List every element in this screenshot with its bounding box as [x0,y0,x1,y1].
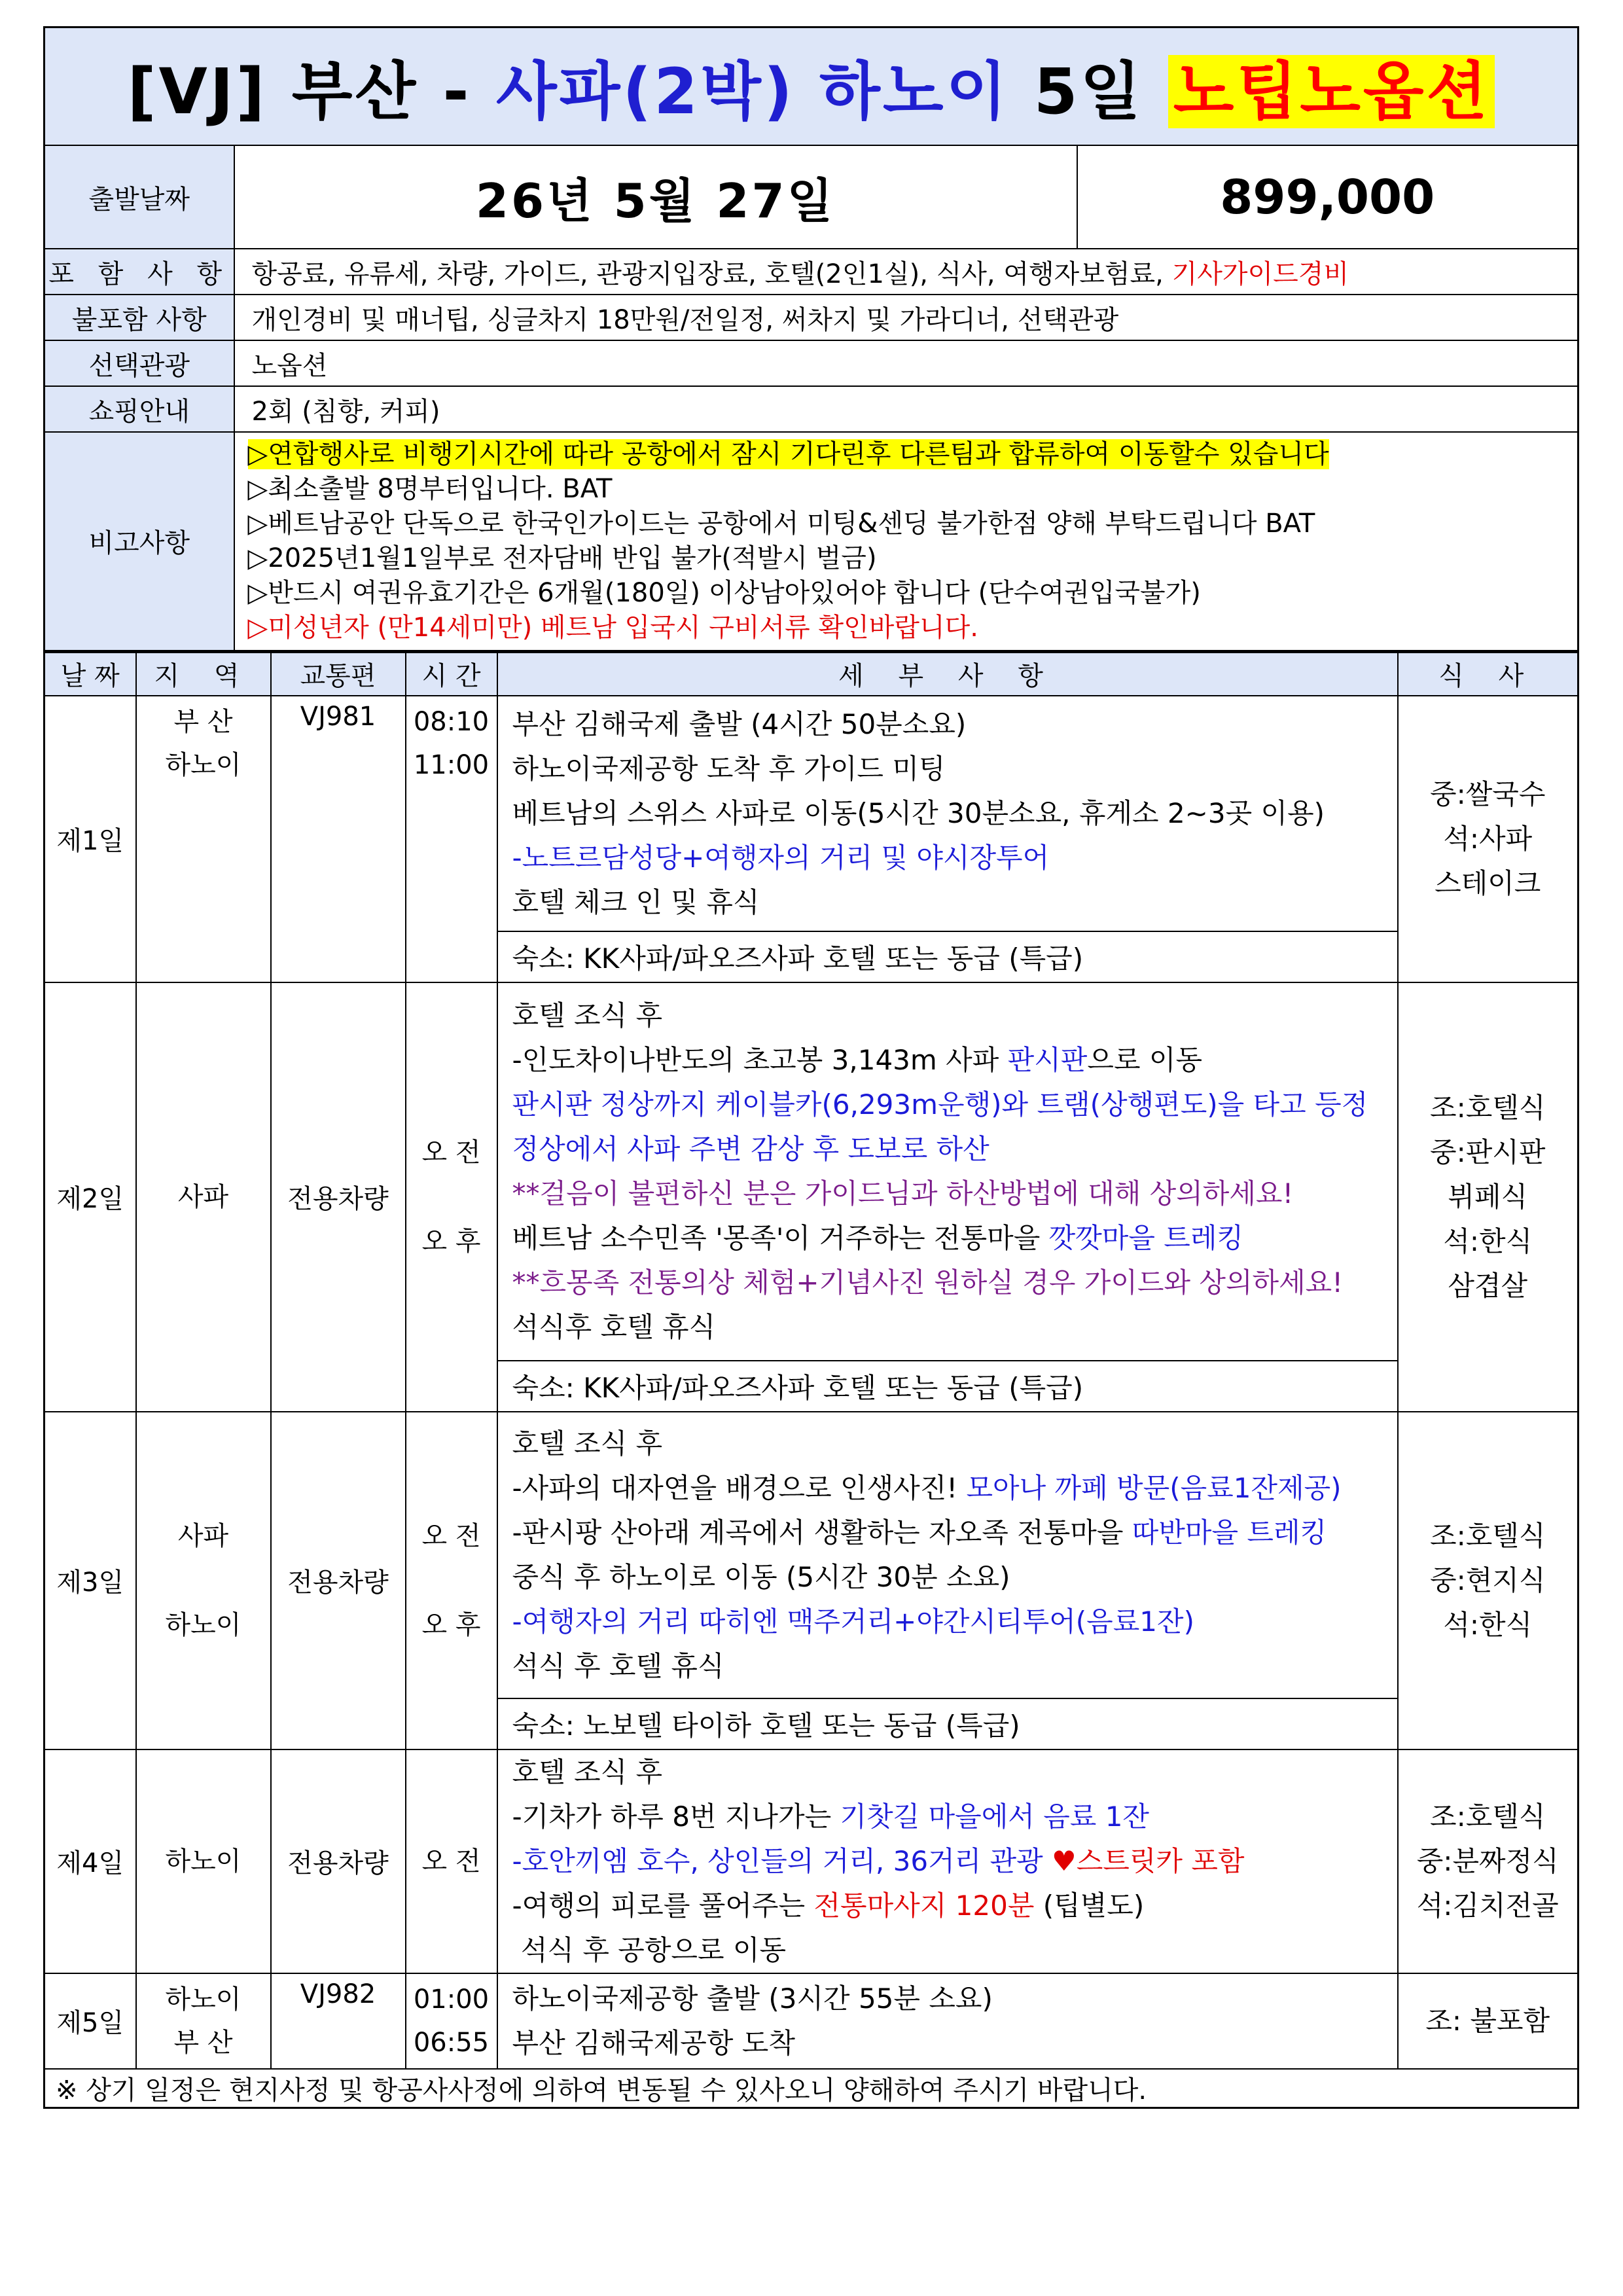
day-region [136,696,271,982]
include-red-text: 기사가이드경비 [1171,259,1349,289]
time-line: 오 후 [421,1609,481,1640]
time-line: 오 전 [421,1137,481,1168]
day-details [497,1749,1398,1973]
detail-highlight: 기찻길 마을에서 음료 1잔 [840,1800,1149,1833]
day-time [406,696,497,982]
detail-line: 부산 김해국제공항 도착 [512,2026,795,2059]
notes-label: 비고사항 [45,432,234,651]
detail-text: 으로 이동 [1087,1043,1203,1076]
detail-line: -노트르담성당+여행자의 거리 및 야시장투어 [512,841,1050,874]
region-line: 하노이 [165,1984,241,2015]
day-label: 제2일 [45,982,136,1412]
detail-line: 하노이국제공항 출발 (3시간 55분 소요) [512,1982,993,2015]
detail-highlight: 판시판 [1007,1043,1088,1076]
title-duration: 5일 [1009,54,1168,128]
meal-line: 조:호텔식 [1430,1800,1546,1833]
day-details [497,982,1398,1361]
region-line: 하노이 [165,749,241,780]
meal-line: 조: 불포함 [1425,2004,1550,2037]
region-line: 하노이 [165,1609,241,1640]
meal-line: 조:호텔식 [1430,1519,1546,1552]
title-prefix: [VJ] 부산 - [127,54,496,128]
day-meals [1398,1973,1578,2069]
region-line: 부 산 [173,2027,233,2058]
day-transport: 전용차량 [271,1412,406,1749]
note-line-warning: ▷미성년자 (만14세미만) 베트남 입국시 구비서류 확인바랍니다. [247,612,979,643]
day-region [136,1973,271,2069]
time-line: 11:00 [413,749,490,780]
detail-line: **흐몽족 전통의상 체험+기념사진 원하실 경우 가이드와 상의하세요! [512,1266,1344,1299]
detail-highlight: ♥스트릿카 포함 [1052,1844,1245,1877]
day-region [136,1412,271,1749]
departure-date: 26년 5월 27일 [234,145,1077,249]
day-transport: 전용차량 [271,1749,406,1973]
tour-price: 899,000 [1077,145,1578,249]
header-region: 지 역 [136,653,271,696]
detail-line [512,1839,1397,1884]
detail-line: 호텔 조식 후 [512,1427,663,1460]
header-transport: 교통편 [271,653,406,696]
note-line: ▷2025년1월1일부로 전자담배 반입 불가(적발시 벌금) [247,543,877,573]
departure-label: 출발날짜 [45,145,234,249]
time-line: 01:00 [413,1984,490,2015]
day-label: 제5일 [45,1973,136,2069]
day-label: 제3일 [45,1412,136,1749]
meal-line: 석:한식 [1443,1608,1533,1641]
detail-line: 베트남의 스위스 사파로 이동(5시간 30분소요, 휴게소 2~3곳 이용) [512,797,1325,829]
detail-line [512,1038,1397,1083]
region-line: 사파 [177,1520,229,1551]
shopping-label: 쇼핑안내 [45,386,234,432]
detail-highlight: 모아나 까페 방문(음료1잔제공) [966,1471,1342,1504]
detail-highlight: 따반마을 트레킹 [1132,1516,1327,1549]
day-time [406,982,497,1412]
day-hotel: 숙소: KK사파/파오즈사파 호텔 또는 동급 (특급) [497,931,1398,982]
day-time: 오 전 [406,1749,497,1973]
detail-line: 판시판 정상까지 케이블카(6,293m운행)와 트램(상행편도)을 타고 등정 [512,1088,1368,1121]
detail-text: -인도차이나반도의 초고봉 3,143m 사파 [512,1043,1008,1076]
exclude-label: 불포함 사항 [45,295,234,340]
header-meal: 식 사 [1398,653,1578,696]
day-hotel: 숙소: 노보텔 타이하 호텔 또는 동급 (특급) [497,1698,1398,1749]
detail-line: 호텔 조식 후 [512,999,663,1031]
meal-line: 중:쌀국수 [1430,778,1546,810]
footer-notice: ※ 상기 일정은 현지사정 및 항공사사정에 의하여 변동될 수 있사오니 양해하여 주시기 바랍니다. [45,2069,1578,2108]
day-region: 하노이 [136,1749,271,1973]
exclude-value: 개인경비 및 매너팁, 싱글차지 18만원/전일정, 써차지 및 가라디너, 선택관광 [234,295,1578,340]
day-transport: 전용차량 [271,982,406,1412]
detail-text: -호안끼엠 호수, 상인들의 거리, 36거리 관광 [512,1844,1052,1877]
info-table [43,26,1579,652]
detail-line: 중식 후 하노이로 이동 (5시간 30분 소요) [512,1560,1010,1593]
time-line: 오 후 [421,1226,481,1257]
note-line: ▷연합행사로 비행기시간에 따라 공항에서 잠시 기다린후 다른팀과 합류하여 이동할수 있습니다 [247,439,1329,469]
detail-line: -여행자의 거리 따히엔 맥주거리+야간시티투어(음료1잔) [512,1605,1194,1638]
meal-line: 중:현지식 [1430,1564,1546,1596]
detail-line [512,1795,1397,1839]
header-details: 세 부 사 항 [497,653,1398,696]
detail-highlight: 전통마사지 120분 [813,1889,1035,1922]
header-time: 시 간 [406,653,497,696]
day-meals [1398,1749,1578,1973]
include-label: 포 함 사 항 [45,249,234,295]
meal-line: 스테이크 [1435,867,1541,899]
detail-line: 석식 후 호텔 휴식 [512,1649,724,1682]
day-time [406,1973,497,2069]
meal-line: 뷔페식 [1448,1180,1528,1213]
option-label: 선택관광 [45,340,234,386]
day-meals [1398,696,1578,982]
time-line: 오 전 [421,1520,481,1551]
day-meals [1398,982,1578,1412]
time-line: 08:10 [413,706,490,737]
day-region: 사파 [136,982,271,1412]
day-transport: VJ981 [271,696,406,982]
detail-line [512,1511,1397,1555]
detail-line: **걸음이 불편하신 분은 가이드님과 하산방법에 대해 상의하세요! [512,1177,1294,1210]
include-value [234,249,1578,295]
detail-text: (팁별도) [1034,1889,1145,1922]
meal-line: 석:사파 [1443,822,1533,855]
note-line: ▷반드시 여권유효기간은 6개월(180일) 이상남아있어야 합니다 (단수여권입국불가) [247,577,1201,608]
title-highlight: 노팁노옵션 [1168,55,1495,128]
detail-text: -사파의 대자연을 배경으로 인생사진! [512,1471,967,1504]
itinerary-document [43,26,1577,2109]
day-transport: VJ982 [271,1973,406,2069]
detail-line [512,1216,1397,1261]
day-details [497,696,1398,931]
detail-line: 호텔 조식 후 [512,1755,663,1788]
detail-highlight: 깟깟마을 트레킹 [1048,1221,1244,1254]
day-details [497,1973,1398,2069]
meal-line: 중:분짜정식 [1416,1844,1559,1877]
meal-line: 조:호텔식 [1430,1091,1546,1124]
include-text: 항공료, 유류세, 차량, 가이드, 관광지입장료, 호텔(2인1실), 식사, 여행자보험료, [251,259,1172,289]
day-hotel: 숙소: KK사파/파오즈사파 호텔 또는 동급 (특급) [497,1361,1398,1412]
shopping-value: 2회 (침향, 커피) [234,386,1578,432]
meal-line: 삼겹살 [1448,1269,1528,1302]
day-details [497,1412,1398,1698]
detail-text: -판시팡 산아래 계곡에서 생활하는 자오족 전통마을 [512,1516,1132,1549]
detail-line: 호텔 체크 인 및 휴식 [512,886,760,918]
note-line: ▷최소출발 8명부터입니다. BAT [247,473,613,504]
time-line: 06:55 [413,2027,490,2058]
detail-line: 부산 김해국제 출발 (4시간 50분소요) [512,708,967,740]
title-destination: 사파(2박) 하노이 [495,54,1010,128]
header-day: 날 짜 [45,653,136,696]
detail-line [512,1884,1397,1928]
detail-line [512,1466,1397,1511]
notes-list [234,432,1578,651]
meal-line: 석:김치전골 [1416,1889,1559,1922]
schedule-table [43,652,1579,2109]
region-line: 부 산 [173,706,233,737]
detail-text: -여행의 피로를 풀어주는 [512,1889,814,1922]
page-title [45,27,1578,146]
detail-line: 석식후 호텔 휴식 [512,1310,716,1343]
note-line: ▷베트남공안 단독으로 한국인가이드는 공항에서 미팅&센딩 불가한점 양해 부탁드립니다 BAT [247,508,1315,539]
option-value: 노옵션 [234,340,1578,386]
detail-line: 석식 후 공항으로 이동 [512,1933,787,1966]
detail-line: 하노이국제공항 도착 후 가이드 미팅 [512,752,946,785]
meal-line: 중:판시판 [1430,1136,1546,1168]
day-meals [1398,1412,1578,1749]
detail-line: 정상에서 사파 주변 감상 후 도보로 하산 [512,1132,990,1165]
day-time [406,1412,497,1749]
meal-line: 석:한식 [1443,1225,1533,1257]
day-label: 제4일 [45,1749,136,1973]
detail-text: -기차가 하루 8번 지나가는 [512,1800,840,1833]
detail-text: 베트남 소수민족 '몽족'이 거주하는 전통마을 [512,1221,1049,1254]
day-label: 제1일 [45,696,136,982]
